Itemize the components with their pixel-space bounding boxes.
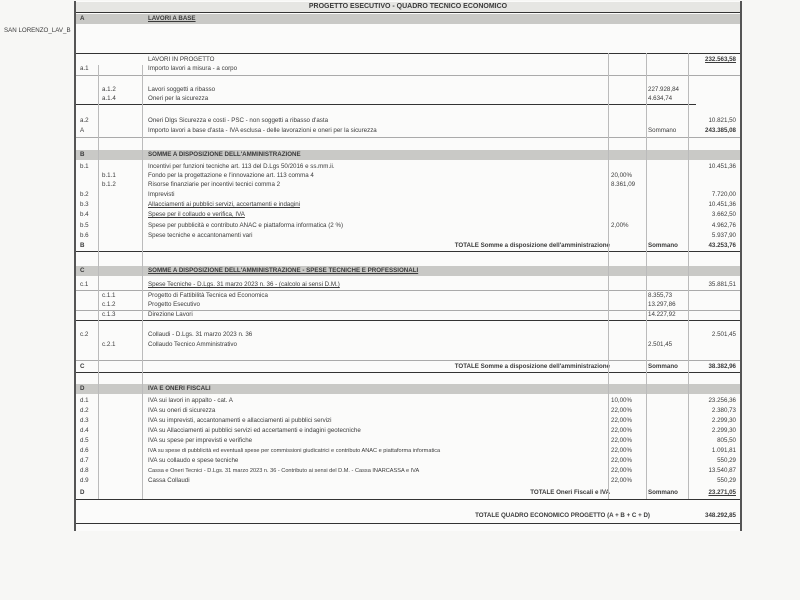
section-a-header: A LAVORI A BASE bbox=[76, 14, 740, 24]
qte-document-sheet: PROGETTO ESECUTIVO - QUADRO TECNICO ECONOMICO A LAVORI A BASE SAN LORENZO_LAV_B LAVORI IN PROGETTO 232.563,58 a.1 Importo lavori a misura - a corpo a.1.2 Lavori soggetti a ribasso 227.928,84 a.1.4 Oneri per la sicurezza 4.634,74 a.2 Oneri Dlgs Sicurezza e costi - PSC - non soggetti a ribasso d'asta 10.821,50 A Importo lavori a base d'asta - IVA esclusa - delle lavorazioni e oneri per la sicurezza Sommano 243.385,08 B SOMME A DISPOSIZIONE DELL'AMMINISTRAZIONE b.1 Incentivi per funzioni tecniche art. 113 del D.Lgs 50/2016 e ss.mm.ii. 10.451,36 b.1.1 Fondo per la progettazione e l'innovazione art. 113 comma 4 20,00% b.1.2 Risorse finanziarie per incentivi tecnici comma 2 8.361,09 b.2 Imprevisti 7.720,00 b.3 Allacciamenti ai pubblici servizi, accertamenti e indagini 10.451,36 b.4 Spese per il collaudo e verifica, IVA 3.662,50 b.5 Spese per pubblicità e contributo ANAC e piattaforma informatica (2 %) 2,00% 4.962,76 b.6 Spese tecniche e accantonamenti vari 5.937,90 B TOTALE Somme a disposizione dell'amministrazione Sommano 43.253,76 C SOMME A DISPOSIZIONE DELL'AMMINISTRAZIONE - SPESE TECNICHE E PROFESSIONALI c.1 Spese Tecniche - D.Lgs. 31 marzo 2023 n. 36 - (calcolo ai sensi D.M.) 35.881,51 c.1.1 Progetto di Fattibilità Tecnica ed Economica 8.355,73 c.1.2 Progetto Esecutivo 13.297,86 c.1.3 Direzione Lavori 14.227,92 c.2 Collaudi - D.Lgs. 31 marzo 2023 n. 36 2.501,45 c.2.1 Collaudo Tecnico Amministrativo 2.501,45 C TOTALE Somme a disposizione dell'amministrazione Sommano 38.382,96 D IVA E ONERI FISCALI d.1 IVA sui lavori in appalto - cat. A 10,00% 23.256,36 d.2 IVA su oneri di sicurezza 22,00% 2.380,73 d.3 IVA su imprevisti, accantonamenti e allacciamenti ai pubblici servizi 22,00% 2.299,30 d.4 IVA su Allacciamenti ai pubblici servizi ed accertamenti e indagini geotecniche 22,00% 2.299,30 d.5 IVA su spese per imprevisti e verifiche 22,00% 805,50 d.6 IVA su spese di pubblicità ed eventuali spese per commissioni giudicatrici e contributo ANAC e piattaforma informatica 22,00% 1.091,81 d.7 IVA su collaudo e spese tecniche 22,00% 550,29 d.8 Cassa e Oneri Tecnici - D.Lgs. 31 marzo 2023 n. 36 - Contributo ai sensi del D.M. - Cassa INARCASSA e IVA 22,00% 13.540,87 d.9 Cassa Collaudi 22,00% 550,29 D TOTALE Oneri Fiscali e IVA Sommano 23.271,05 TOTALE QUADRO ECONOMICO PROGETTO (A + B + C + D) 348.292,85 bbox=[74, 1, 742, 531]
section-d-header: D IVA E ONERI FISCALI bbox=[76, 384, 740, 394]
section-c-header: C SOMME A DISPOSIZIONE DELL'AMMINISTRAZIONE - SPESE TECNICHE E PROFESSIONALI bbox=[76, 266, 740, 276]
section-b-header: B SOMME A DISPOSIZIONE DELL'AMMINISTRAZIONE bbox=[76, 150, 740, 160]
document-title: PROGETTO ESECUTIVO - QUADRO TECNICO ECONOMICO bbox=[76, 2, 740, 12]
